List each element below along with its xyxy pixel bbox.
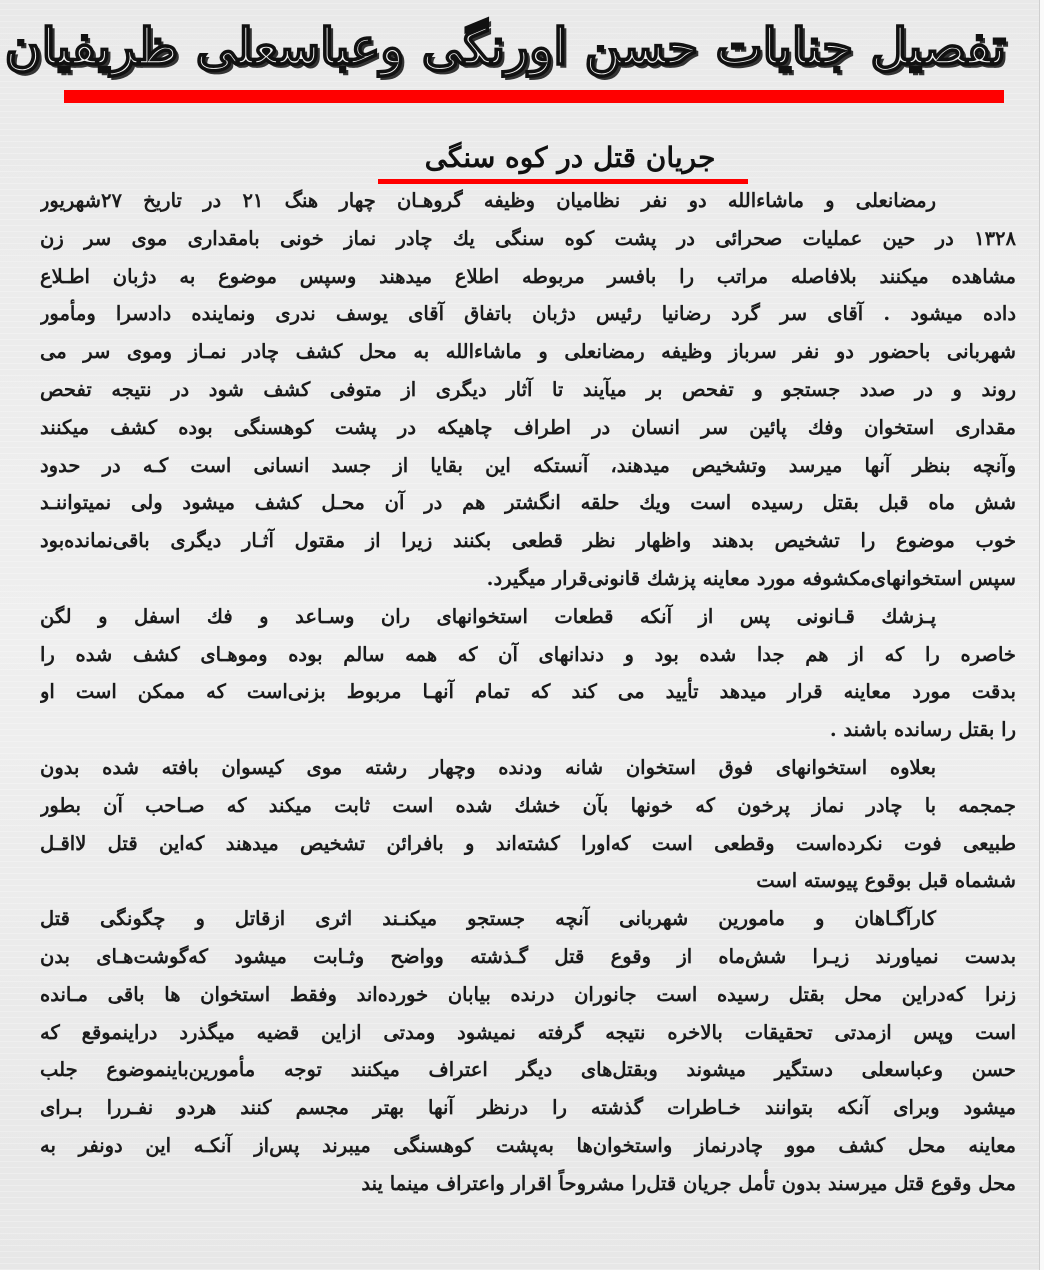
body-line-21: بدست نمیاورند زیـرا شش‌ماه از وقوع قتل گـذشته وواضح وثـابت میشود که‌گوشت‌هـای بدن: [40, 944, 1016, 968]
body-line-17: جمجمه با چادر نماز پرخون که خونها بآن خشك شده است ثابت میکند که صـاحب آن بطور: [40, 793, 1016, 817]
body-line-3: مشاهده میکنند بلافاصله مراتب را بافسر مربوطه اطلاع میدهند وسپس موضوع به دژبان اطـلاع: [40, 264, 1016, 288]
page-edge: [1039, 0, 1044, 1270]
body-line-10: خوب موضوع را تشخیص بدهند واظهار نظر قطعی بکنند زیرا از مقتول آثـار دیگری باقی‌نمانده‌بود: [40, 529, 1016, 553]
article-body: [40, 182, 1016, 1203]
body-line-24: حسن وعباسعلی دستگیر میشوند وبقتل‌های دیگر اعتراف میکنند توجه مأمورین‌باینموضوع جلب: [40, 1058, 1016, 1082]
body-line-1: رمضانعلی و ماشاءالله دو نفر نظامیان وظیفه گروهـان چهار هنگ ۲۱ در تاریخ ۲۷شهریور: [40, 189, 936, 212]
article-title: تفصیل جنایات حسن اورنگی وعباسعلی ظریفیان: [4, 17, 1006, 76]
body-line-2: ۱۳۲۸ در حین عملیات صحرائی در پشت کوه سنگی یك چادر نماز خونی بامقداری موی سر زن: [40, 226, 1016, 250]
body-line-23: است وپس ازمدتی تحقیقات بالاخره نتیجه گرفته نمیشود ومدتی ازاین قضیه میگذرد دراینموقع که: [40, 1020, 1016, 1044]
body-line-12: پـزشك قـانونی پس از آنکه قطعات استخوانهای ران وسـاعد و فك اسفل و لگن: [40, 604, 936, 628]
body-line-9: شش ماه قبل بقتل رسیده است ویك حلقه انگشتر هم در آن محـل کشف میشود ولی نمیتواننـد: [40, 491, 1016, 515]
body-line-19: ششماه قبل بوقوع پیوسته است: [756, 869, 1016, 893]
body-line-8: وآنچه بنظر آنها میرسد وتشخیص میدهند، آنستکه این بقایا از جسد انسانی است کـه در حدود: [40, 453, 1016, 477]
body-line-6: روند و در صدد جستجو و تفحص بر میآیند تا آثار دیگری از متوفی کشف شود در نتیجه تفحص: [40, 377, 1016, 401]
body-line-18: طبیعی فوت نکرده‌است وقطعی است که‌اورا کشته‌اند و بافرائن تشخیص میدهند که‌این قتل لااقـل: [40, 831, 1016, 855]
title-red-underline: [64, 90, 1004, 103]
body-line-22: زنرا که‌دراین محل بقتل رسیده است جانوران درنده بیابان خورده‌اند وفقط استخوان ها باقی مـانده: [40, 982, 1016, 1006]
body-line-5: شهربانی باحضور دو نفر سرباز وظیفه رمضانعلی و ماشاءالله به محل کشف چادر نمـاز وموی سر می: [40, 340, 1016, 364]
body-line-27: محل وقوع قتل میرسند بدون تأمل جریان قتل‌را مشروحاً اقرار واعتراف مینما یند: [361, 1171, 1016, 1195]
body-line-7: مقداری استخوان وفك پائین سر انسان در اطراف چاهیکه در پشت کوهسنگی بوده کشف میکنند: [40, 415, 1016, 439]
body-line-11: سپس استخوانهای‌مکشوفه مورد معاینه پزشك قانونی‌قرار میگیرد.: [486, 566, 1016, 590]
body-line-20: کارآگـاهان و مامورین شهربانی آنچه جستجو میکنـند اثری ازقاتل و چگونگی قتل: [40, 907, 936, 931]
body-line-25: میشود وبرای آنکه بتوانند خـاطرات گذشته را درنظر آنها بهتر مجسم کنند هردو نفـررا بـرای: [40, 1096, 1016, 1120]
body-line-14: بدقت مورد معاینه قرار میدهد تأیید می کند که تمام آنهـا مربوط بزنی‌است که ممکن است او: [40, 680, 1016, 704]
body-line-16: بعلاوه استخوانهای فوق استخوان شانه ودنده وچهار رشته موی کیسوان بافته شده بدون: [40, 755, 936, 779]
article-subtitle: جریان قتل در کوه سنگی: [424, 141, 716, 174]
body-line-26: معاینه محل کشف موو چادرنماز واستخوان‌ها به‌پشت کوهسنگی میبرند پس‌از آنکـه این دونفر به: [40, 1133, 1016, 1157]
body-line-13: خاصره را که از هم جدا شده بود و دندانهای آن که همه سالم بوده وموهـای کشف شده را: [40, 642, 1016, 666]
body-line-15: را بقتل رسانده باشند .: [829, 718, 1016, 742]
body-line-4: داده میشود . آقای سر گرد رضانیا رئیس دژبان باتفاق آقای یوسف ندری ونماینده دادسرا ومأمور: [40, 302, 1016, 326]
